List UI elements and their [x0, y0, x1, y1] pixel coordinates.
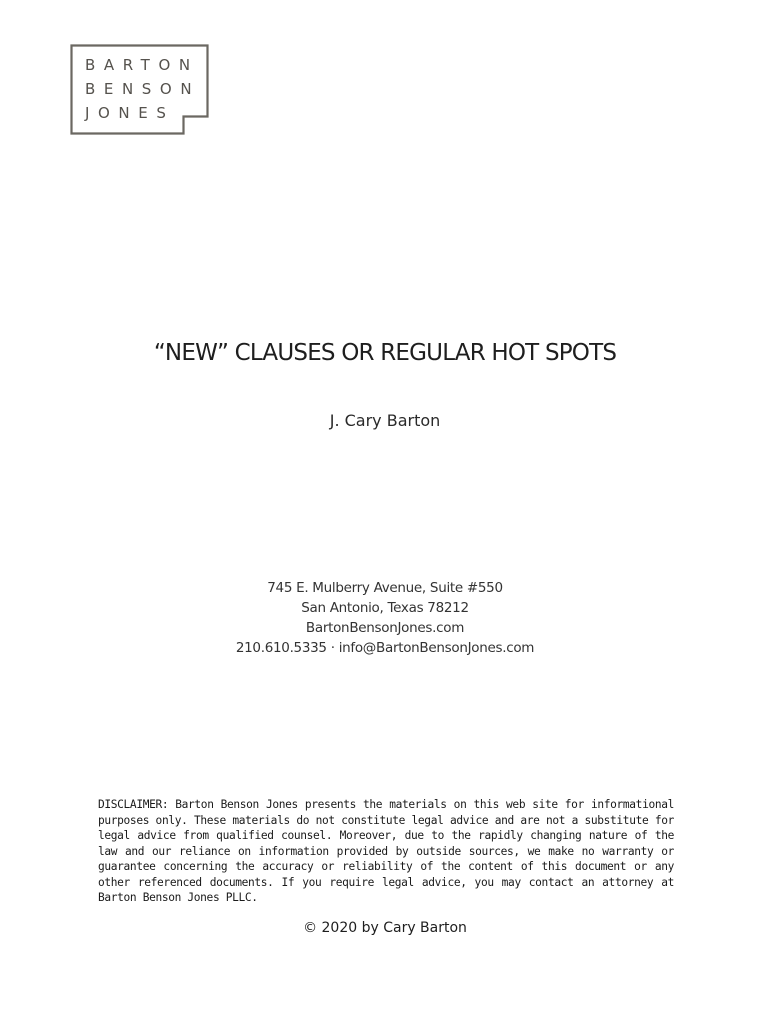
- logo-text-benson: BENSON: [85, 80, 201, 98]
- copyright-notice: © 2020 by Cary Barton: [303, 920, 467, 936]
- street-address: 745 E. Mulberry Avenue, Suite #550: [267, 580, 503, 596]
- document-title: “NEW” CLAUSES OR REGULAR HOT SPOTS: [153, 340, 617, 366]
- firm-logo: [70, 44, 210, 136]
- logo-text-barton: BARTON: [85, 56, 199, 74]
- author-name: J. Cary Barton: [329, 411, 441, 430]
- city-state-zip: San Antonio, Texas 78212: [301, 600, 469, 616]
- website-link[interactable]: BartonBensonJones.com: [305, 620, 465, 636]
- logo-text-jones: JONES: [85, 104, 175, 122]
- firm-address-block: [0, 578, 770, 658]
- disclaimer-text: DISCLAIMER: Barton Benson Jones presents the materials on this web site for informational purposes only. These materials do not constitute legal advice and are not a substitute for legal advice from qualified counsel. Moreover, due to the rapidly changing nature of the law and our reliance on information provided by outside sources, we make no warranty or guarantee concerning the accuracy or reliability of the content of this document or any other referenced documents. If you require legal advice, you may contact an attorney at Barton Benson Jones PLLC.: [98, 798, 674, 904]
- phone-email[interactable]: 210.610.5335 · info@BartonBensonJones.com: [235, 640, 535, 656]
